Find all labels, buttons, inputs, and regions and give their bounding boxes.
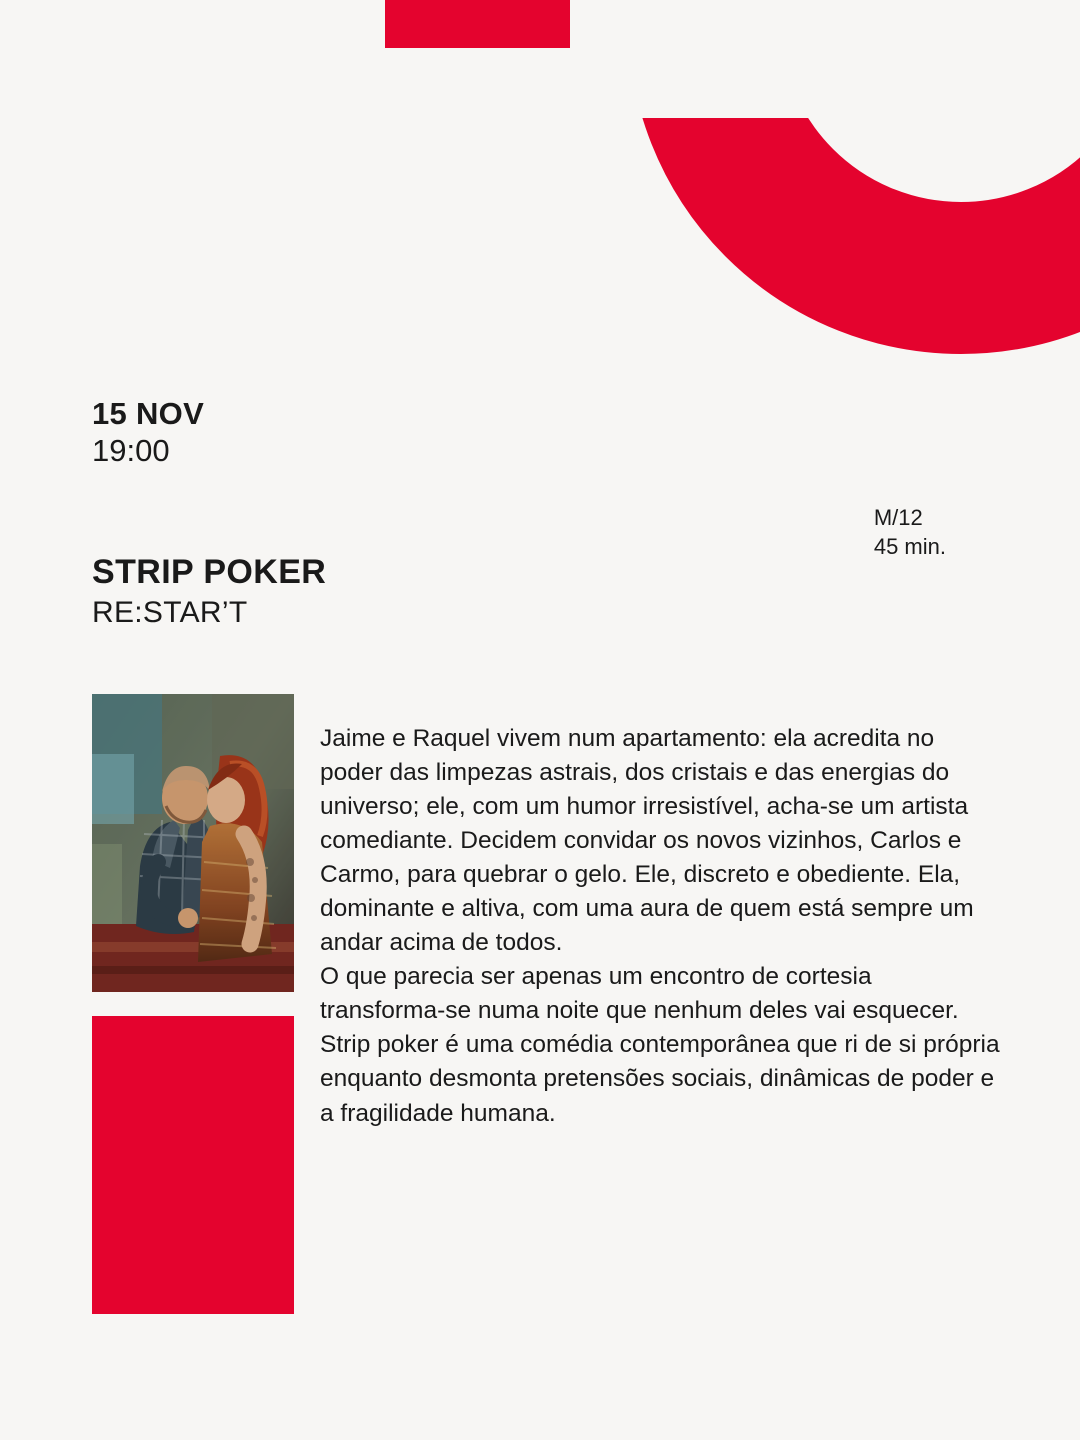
event-time: 19:00 (92, 432, 170, 468)
page-title: STRIP POKER (92, 553, 327, 591)
event-description (320, 722, 1000, 1131)
event-duration: 45 min. (873, 534, 946, 560)
description-paragraph-3: Strip poker é uma comédia contemporânea que ri de si própria enquanto desmonta pretensões sociais, dinâmicas de poder e a fragilidade humana. (320, 1031, 1000, 1127)
event-rating-block (874, 503, 946, 562)
event-date: 15 NOV (92, 396, 205, 431)
photo-illustration (92, 694, 294, 992)
event-title-block (92, 552, 326, 632)
event-age-rating: M/12 (873, 505, 923, 530)
description-paragraph-2: O que parecia ser apenas um encontro de cortesia transforma-se numa noite que nenhum deles vai esquecer. (320, 963, 959, 1025)
event-date-block (92, 396, 204, 469)
company-name: RE:STAR’T (92, 595, 248, 629)
performance-photo (92, 694, 294, 992)
decorative-red-block (92, 1016, 294, 1314)
description-paragraph-1: Jaime e Raquel vivem num apartamento: ela acredita no poder das limpezas astrais, dos cristais e das energias do universo; ele, com um humor irresistível, acha-se um artista comediante. Decidem convidar os novos vizinhos, Carlos e Carmo, para quebrar o gelo. Ele, discreto e obediente. Ela, dominante e altiva, com uma aura de quem está sempre um andar acima de todos. (320, 725, 974, 957)
